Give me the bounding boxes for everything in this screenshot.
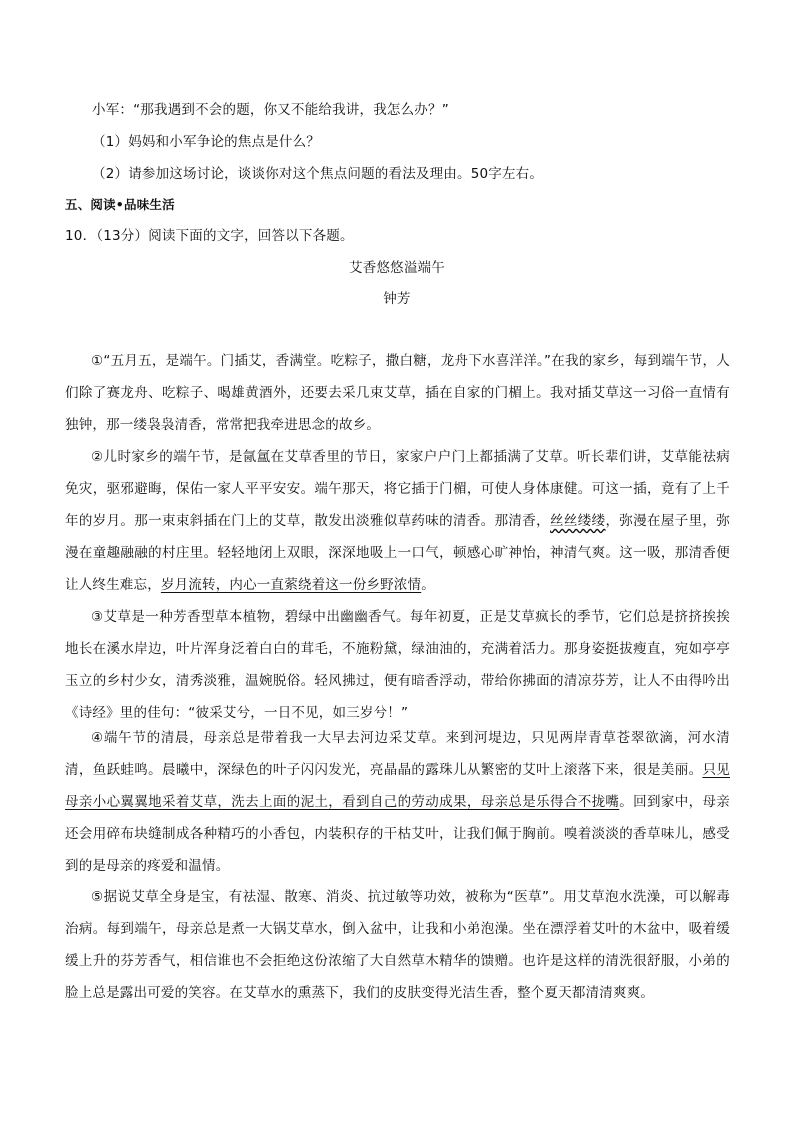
- paragraph-4-text-b: 。回到家中，母亲还会用碎布块缝制成各种精巧的小香包，内装积存的干枯艾叶，让我们佩于胸前。嗅着淡淡的香草味儿，感受到的是母亲的疼爱和温情。: [65, 794, 730, 874]
- paragraph-5: ⑤据说艾草全身是宝，有祛湿、散寒、消炎、抗过敏等功效，被称为“医草”。用艾草泡水洗澡，可以解毒治病。每到端午，母亲总是煮一大锅艾草水，倒入盆中，让我和小弟泡澡。坐在漂浮着艾叶的木盆中，吸着缓缓上升的芬芳香气，相信谁也不会拒绝这份浓缩了大自然草木精华的馈赠。也许是这样的清洗很舒服，小弟的脸上总是露出可爱的笑容。在艾草水的熏蒸下，我们的皮肤变得光洁生香，整个夏天都清清爽爽。: [65, 889, 730, 1001]
- question-10-stem: 10．（13分）阅读下面的文字，回答以下各题。: [65, 228, 354, 244]
- paragraph-2-text-a: ②儿时家乡的端午节，是氤氲在艾草香里的节日，家家户户门上都插满了艾草。听长辈们讲，艾草能祛病免灾，驱邪避晦，保佑一家人平平安安。端午那天，将它插于门楣，可使人身体康健。可这一插，竟有了上千年的岁月。那一束束斜插在门上的艾草，散发出淡雅似草药味的清香。那清香，: [65, 449, 730, 529]
- section-heading: 五、阅读•品味生活: [65, 197, 175, 212]
- question-1: （1）妈妈和小军争论的焦点是什么？: [92, 134, 320, 150]
- underlined-sentence-1: 岁月流转，内心一直萦绕着这一份乡野浓情: [160, 577, 422, 593]
- paragraph-2: [65, 441, 730, 601]
- article-author: 钟芳: [383, 291, 411, 307]
- paragraph-3: ③艾草是一种芳香型草本植物，碧绿中出幽幽香气。每年初夏，正是艾草疯长的季节，它们总是挤挤挨挨地长在溪水岸边，叶片浑身泛着白白的茸毛，不施粉黛，绿油油的，充满着活力。那身姿挺拔瘦直，宛如亭亭玉立的乡村少女，清秀淡雅，温婉脱俗。轻风拂过，便有暗香浮动，带给你拂面的清凉芬芳，让人不由得吟出《诗经》里的佳句：“彼采艾兮，一日不见，如三岁兮！”: [65, 609, 730, 721]
- paragraph-4: [65, 722, 730, 882]
- underlined-sentence-2: 只见母亲小心翼翼地采着艾草，洗去上面的泥土，看到自己的劳动成果，母亲总是乐得合不拢嘴: [65, 762, 730, 810]
- question-2: （2）请参加这场讨论，谈谈你对这个焦点问题的看法及理由。50字左右。: [92, 166, 544, 182]
- article-title: 艾香悠悠溢端午: [349, 260, 445, 276]
- paragraph-4-text-a: ④端午节的清晨，母亲总是带着我一大早去河边采艾草。来到河堤边，只见两岸青草苍翠欲滴，河水清清，鱼跃蛙鸣。晨曦中，深绿色的叶子闪闪发光，亮晶晶的露珠儿从繁密的艾叶上滚落下来，很是美丽。: [65, 730, 730, 778]
- wavy-underlined-phrase: 丝丝缕缕: [550, 513, 606, 529]
- paragraph-2-text-b: ，弥漫在屋子里，弥漫在童趣融融的村庄里。轻轻地闭上双眼，深深地吸上一口气，顿感心旷神怡，神清气爽。这一吸，那清香便让人终生难忘，: [65, 513, 730, 593]
- dialog-line-xiaojun: 小军：“那我遇到不会的题，你又不能给我讲，我怎么办？”: [92, 102, 449, 118]
- paragraph-2-text-c: 。: [421, 577, 435, 593]
- paragraph-1: ①“五月五，是端午。门插艾，香满堂。吃粽子，撒白糖，龙舟下水喜洋洋。”在我的家乡，每到端午节，人们除了赛龙舟、吃粽子、喝雄黄酒外，还要去采几束艾草，插在自家的门楣上。我对插艾草这一习俗一直情有独钟，那一缕袅袅清香，常常把我牵进思念的故乡。: [65, 353, 730, 433]
